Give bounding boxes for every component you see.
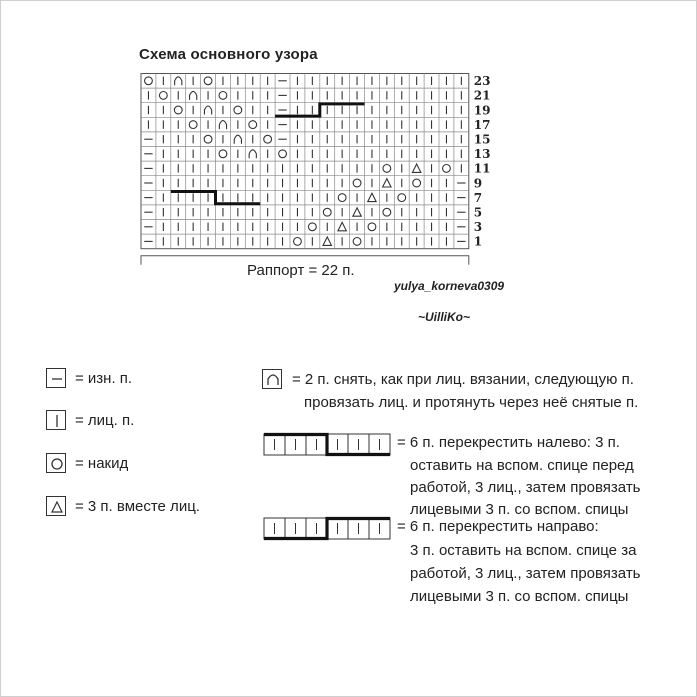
credit-uploader: ~UilliKo~	[418, 310, 471, 324]
row-number-label: 1	[473, 234, 483, 249]
legend-slip-line-1: = 2 п. снять, как при лиц. вязании, следующую п.	[292, 371, 634, 388]
legend-slip-line-2: провязать лиц. и протянуть через неё снятые п.	[304, 394, 639, 411]
row-number-label: 13	[473, 147, 491, 162]
row-number-label: 3	[473, 220, 483, 235]
legend-cable-left-line-2: оставить на вспом. спице перед	[410, 457, 634, 474]
k3tog-legend-icon	[46, 496, 66, 516]
legend-cable-right-line-3: работой, 3 лиц., затем провязать	[410, 565, 641, 582]
credit-author: yulya_korneva0309	[394, 279, 505, 293]
row-number-label: 23	[473, 74, 491, 89]
legend-cable-right-line-4: лицевыми 3 п. со вспом. спицы	[410, 588, 629, 605]
legend-cable-left-line-4: лицевыми 3 п. со вспом. спицы	[410, 501, 629, 518]
purl-legend-icon	[46, 368, 66, 388]
slip-knit-pass-legend-icon	[262, 369, 282, 389]
row-number-label: 17	[473, 117, 491, 132]
row-number-label: 11	[473, 161, 491, 176]
legend-knit-text: = лиц. п.	[75, 412, 135, 429]
legend-yarn-over-text: = накид	[75, 455, 129, 472]
row-number-label: 21	[473, 88, 491, 103]
legend-cable-left-line-3: работой, 3 лиц., затем провязать	[410, 479, 641, 496]
row-number-label: 15	[473, 132, 491, 147]
knit-legend-icon	[46, 410, 66, 430]
row-number-label: 5	[473, 205, 483, 220]
yarn-over-legend-icon	[46, 453, 66, 473]
legend-k3tog-text: = 3 п. вместе лиц.	[75, 498, 200, 515]
row-number-label: 19	[473, 103, 491, 118]
legend-cable-left-line-1: = 6 п. перекрестить налево: 3 п.	[397, 434, 620, 451]
row-number-label: 9	[473, 176, 483, 191]
legend-cable-right-line-1: = 6 п. перекрестить направо:	[397, 518, 599, 535]
legend-cable-right-line-2: 3 п. оставить на вспом. спице за	[410, 542, 637, 559]
legend-purl-text: = изн. п.	[75, 370, 133, 387]
row-number-label: 7	[473, 190, 483, 205]
page-title: Схема основного узора	[139, 46, 318, 63]
rapport-label: Раппорт = 22 п.	[247, 262, 355, 279]
